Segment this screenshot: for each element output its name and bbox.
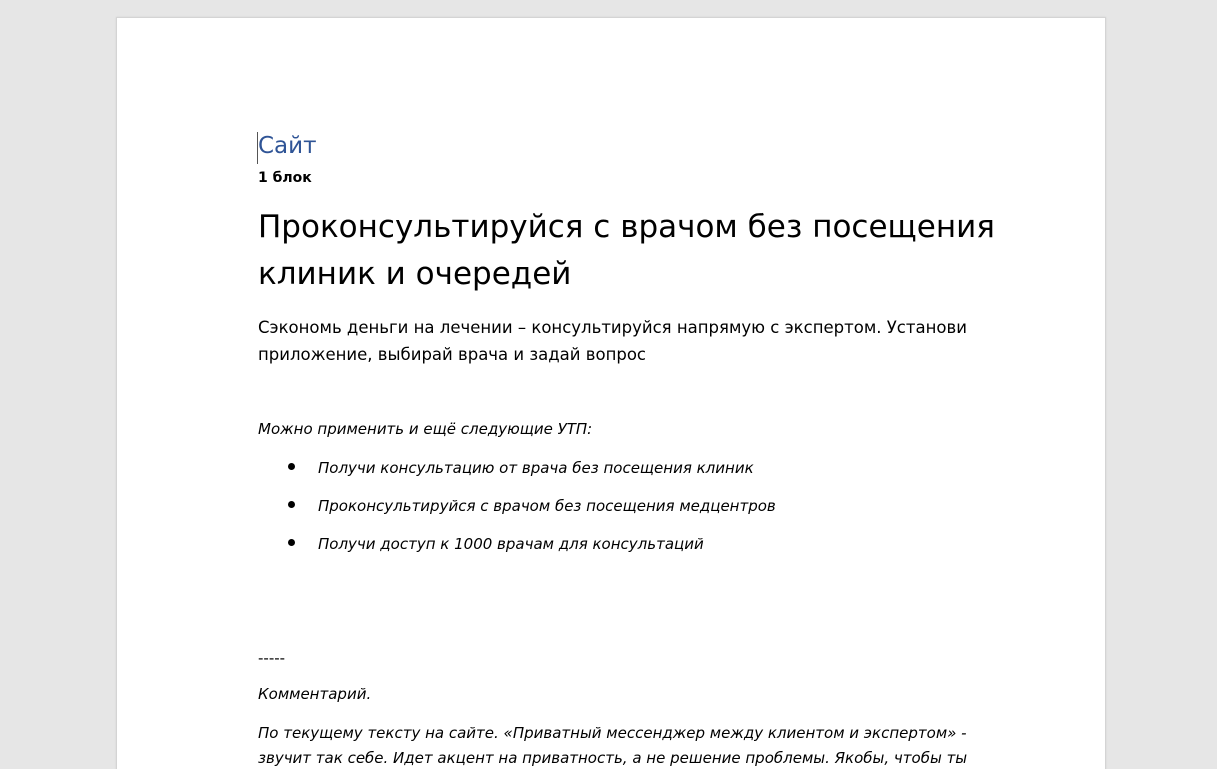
utp-intro: Можно применить и ещё следующие УТП: [258,420,593,438]
list-item [258,535,776,573]
list-item-text: Получи доступ к 1000 врачам для консультаций [318,535,704,553]
separator-line: ----- [258,649,286,667]
list-item [258,459,776,497]
main-title: Проконсультируйся с врачом без посещения клиник и очередей [258,209,995,292]
subtitle-paragraph: Сэкономь деньги на лечении – консультируйся напрямую с экспертом. Установи приложение, выбирай врача и задай вопрос [258,318,967,364]
bullet-icon [288,539,295,546]
section-heading: Сайт [258,133,317,159]
document-page[interactable] [116,17,1106,769]
list-item [258,497,776,535]
comment-label: Комментарий. [258,685,372,703]
block-label: 1 блок [258,170,312,186]
bullet-icon [288,463,295,470]
list-item-text: Получи консультацию от врача без посещения клиник [318,459,754,477]
utp-bullet-list [258,459,776,573]
comment-text: По текущему тексту на сайте. «Приватный мессенджер между клиентом и экспертом» - звучит так себе. Идет акцент на приватность, а не решение проблемы. Якобы, чтобы ты [258,724,968,767]
list-item-text: Проконсультируйся с врачом без посещения медцентров [318,497,776,515]
bullet-icon [288,501,295,508]
